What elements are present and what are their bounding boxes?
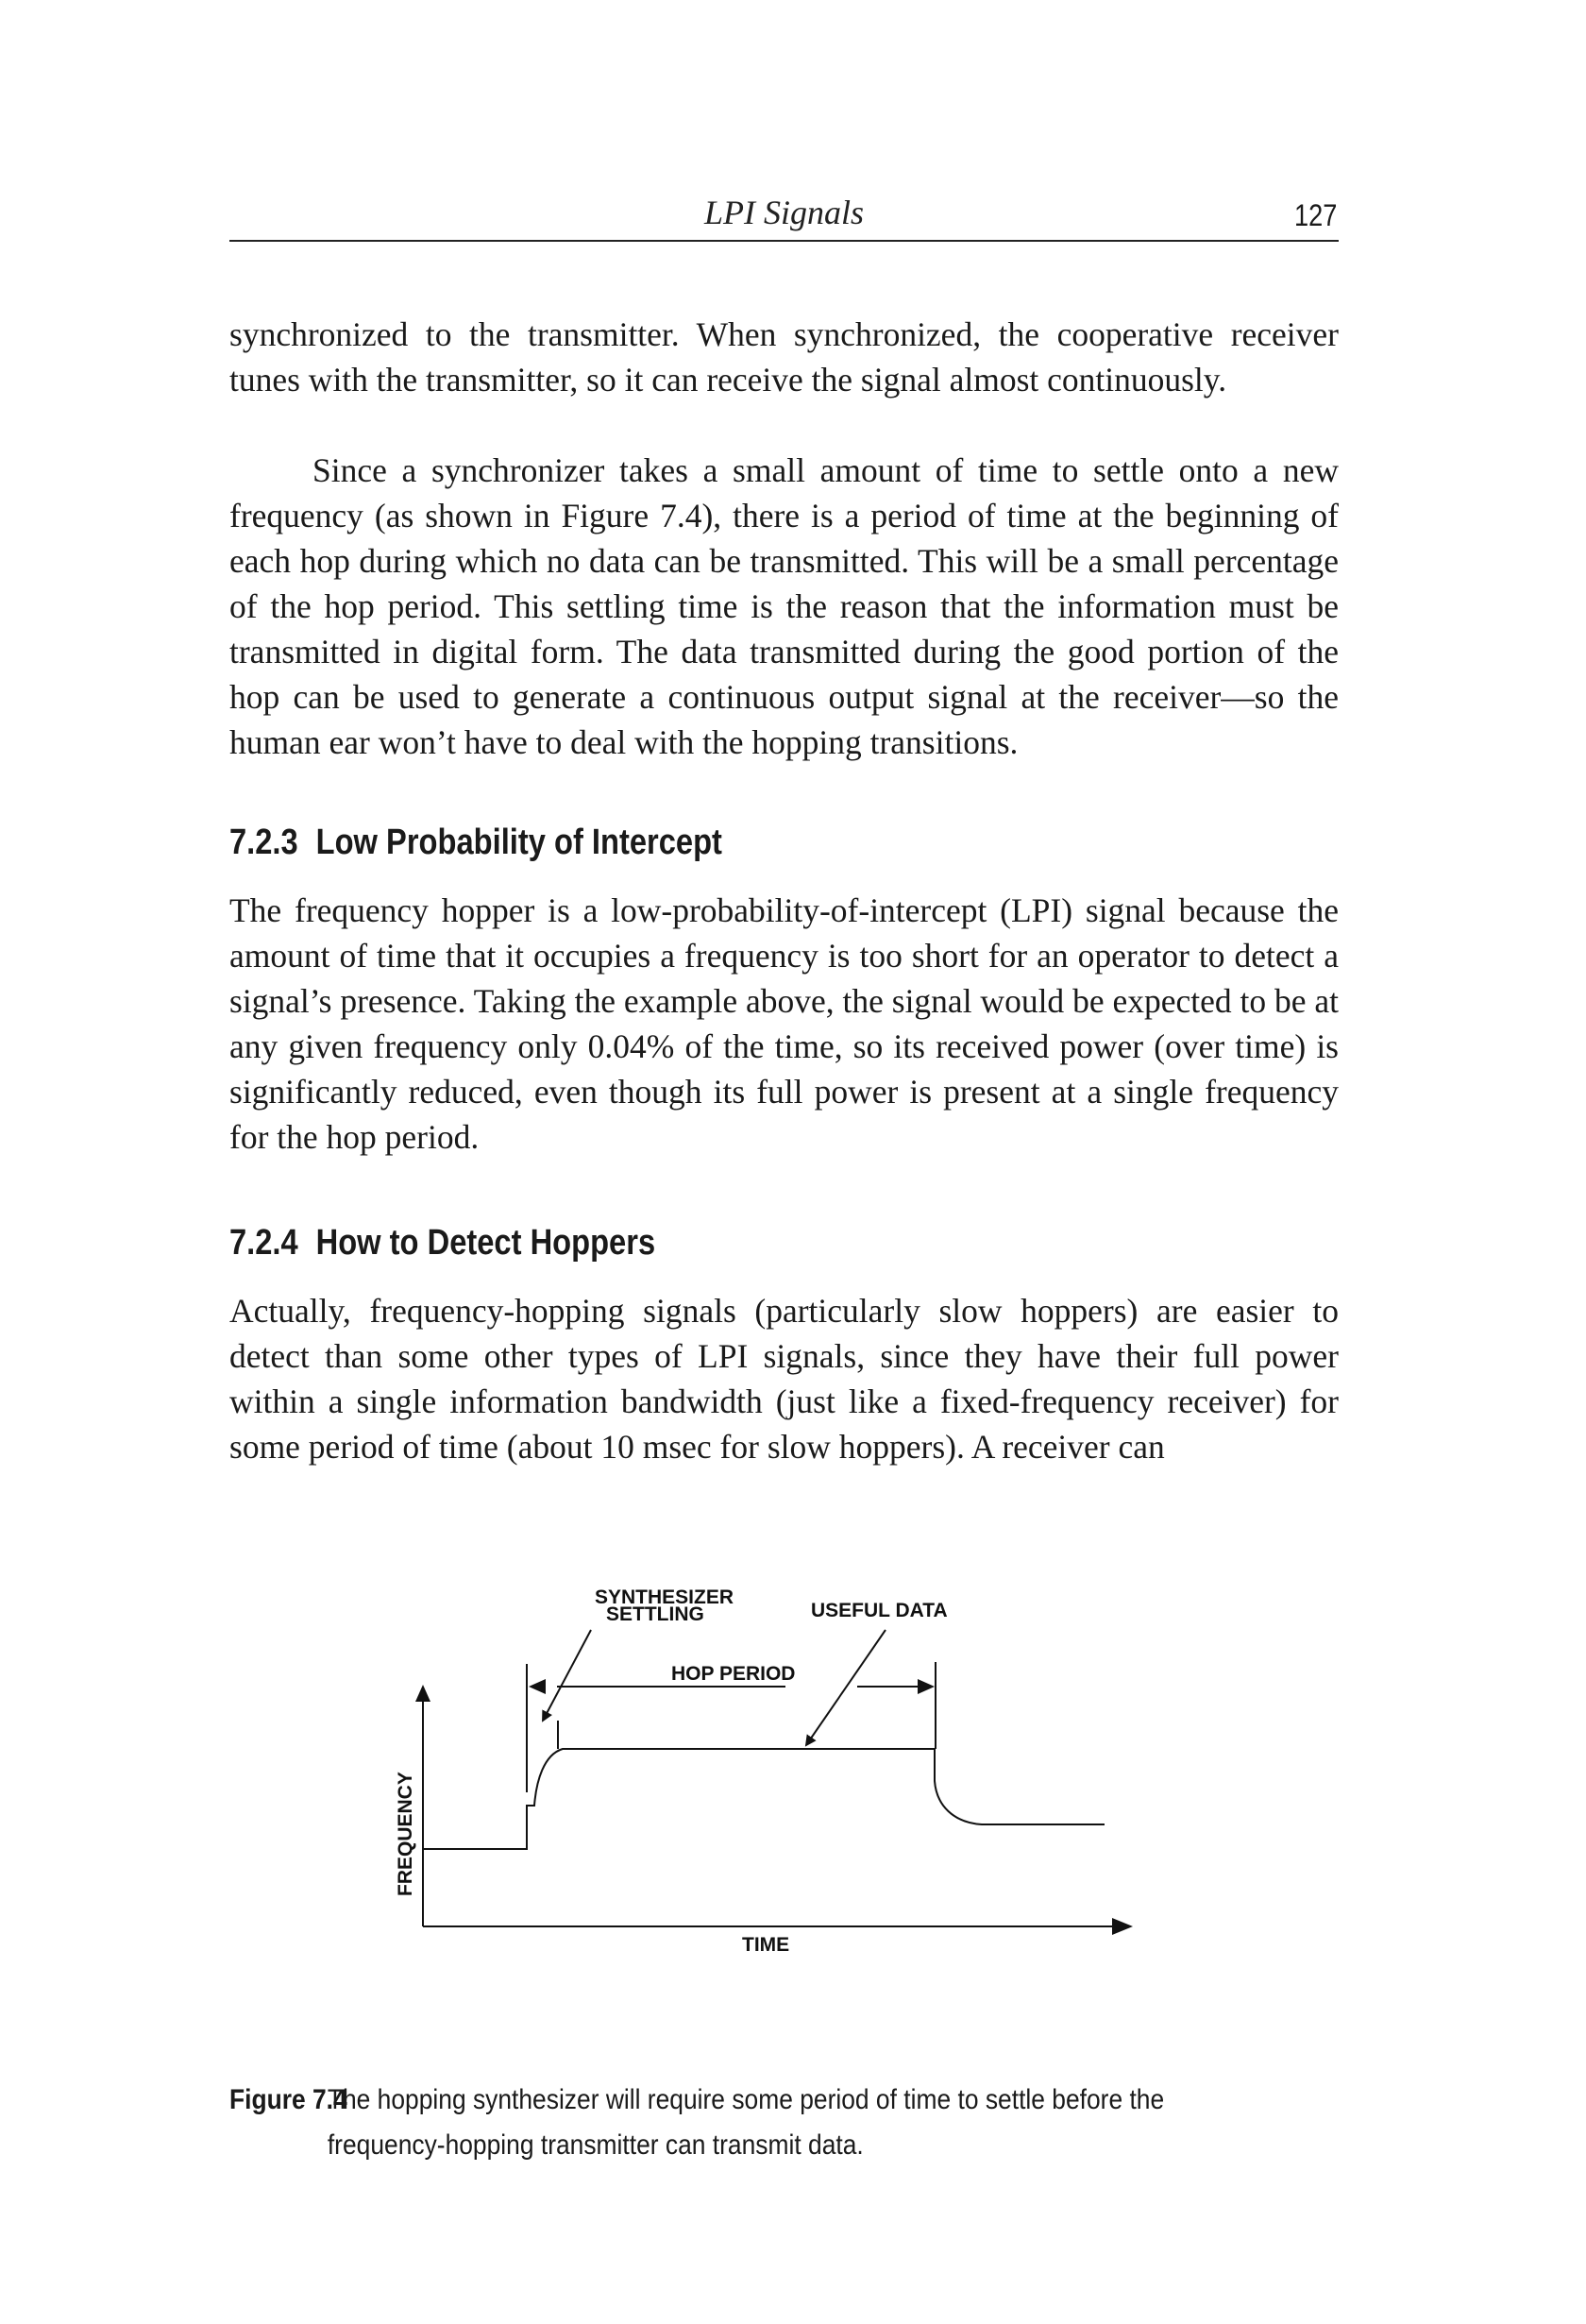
caption-label: Figure 7.4 <box>229 2084 347 2115</box>
figure-caption <box>229 2078 1276 2168</box>
body-paragraph-settling: Since a synchronizer takes a small amount of time to settle onto a new frequency (as shown in Figure 7.4), there is a period of time at the beginning of each hop during which no data can be transmitted. This will be a small percentage of the hop period. This settling time is the reason that the information must be transmitted in digital form. The data transmitted during the good portion of the hop can be used to generate a continuous output signal at the receiver—so the human ear won’t have to deal with the hopping transitions. <box>229 451 1339 761</box>
page-number: 127 <box>1293 198 1337 232</box>
caption-text: The hopping synthesizer will require some period of time to settle before the frequency-hopping transmitter can transmit data. <box>327 2084 1165 2161</box>
section-heading-7-2-4 <box>229 1220 655 1265</box>
useful-data-label: USEFUL DATA <box>811 1600 948 1621</box>
synthesizer-label-line1: SYNTHESIZER <box>595 1586 734 1608</box>
running-title: LPI Signals <box>703 194 864 231</box>
time-axis-label: TIME <box>742 1934 790 1956</box>
section-heading-7-2-3 <box>229 820 722 865</box>
hop-period-arrow-left <box>529 1679 546 1694</box>
section-number: 7.2.4 <box>229 1223 298 1263</box>
frequency-axis-arrow <box>415 1685 430 1702</box>
synthesizer-label-line2: SETTLING <box>606 1603 704 1625</box>
section-number: 7.2.3 <box>229 823 298 862</box>
hop-period-label: HOP PERIOD <box>671 1663 796 1685</box>
synthesizer-pointer <box>543 1630 591 1721</box>
section-title: How to Detect Hoppers <box>315 1223 656 1263</box>
frequency-axis-label: FREQUENCY <box>395 1772 416 1896</box>
body-paragraph-lpi: The frequency hopper is a low-probability-of-intercept (LPI) signal because the amount of time that it occupies a frequency is too short for an operator to detect a signal’s presence. Taking the example above, the signal would be expected to be at any given frequency only 0.04% of the time, so its received power (over time) is significantly reduced, even though its full power is present at a single frequency for the hop period. <box>229 891 1339 1156</box>
hopping-frequency-trace <box>423 1749 1105 1849</box>
hop-timing-diagram <box>378 1558 1133 2068</box>
body-paragraph-continued: synchronized to the transmitter. When synchronized, the cooperative receiver tunes with the transmitter, so it can receive the signal almost continuously. <box>229 315 1339 399</box>
hop-period-arrow-right <box>918 1679 935 1694</box>
time-axis-arrow <box>1112 1918 1133 1935</box>
figure-7-4 <box>378 1558 1133 2068</box>
section-title: Low Probability of Intercept <box>315 823 722 862</box>
body-paragraph-detect: Actually, frequency-hopping signals (particularly slow hoppers) are easier to detect than some other types of LPI signals, since they have their full power within a single information bandwidth (just like a fixed-frequency receiver) for some period of time (about 10 msec for slow hoppers). A receiver can <box>229 1292 1339 1466</box>
page-header <box>229 189 1339 242</box>
